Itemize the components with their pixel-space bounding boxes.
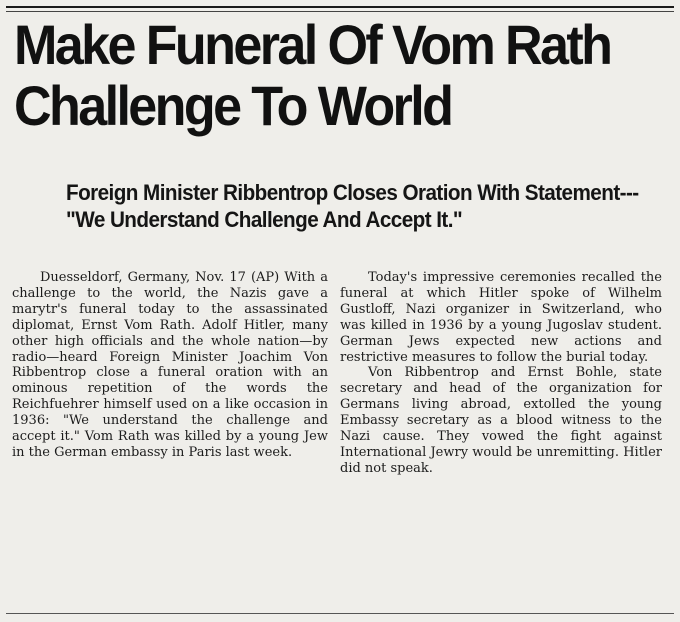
- paragraph-ribbentrop-bohle: Von Ribbentrop and Ernst Bohle, state secretary and head of the organization for Germans living abroad, extolled the young Embassy secretary as a blood witness to the Nazi cause. They vowed the fight against International Jewry would be unremitting. Hitler did not speak.: [340, 365, 662, 476]
- top-thin-rule: [6, 11, 674, 12]
- subheadline: Foreign Minister Ribbentrop Closes Oration With Statement---"We Understand Challenge And Accept It.": [66, 180, 639, 232]
- bottom-rule: [6, 613, 674, 614]
- paragraph-dateline-lead: Duesseldorf, Germany, Nov. 17 (AP) With a challenge to the world, the Nazis gave a marytr's funeral today to the assassinated diplomat, Ernst Vom Rath. Adolf Hitler, many other high officials and the whole nation—by radio—heard Foreign Minister Joachim Von Ribbentrop close a funeral oration with an ominous repetition of the words the Reichfuehrer himself used on a like occasion in 1936: "We understand the challenge and accept it." Vom Rath was killed by a young Jew in the German embassy in Paris last week.: [12, 270, 328, 460]
- top-rule: [6, 6, 674, 8]
- headline: Make Funeral Of Vom Rath Challenge To World: [14, 13, 611, 137]
- article-column-right: [340, 270, 662, 477]
- article-column-left: [12, 270, 328, 461]
- paragraph-ceremonies: Today's impressive ceremonies recalled the funeral at which Hitler spoke of Wilhelm Gustloff, Nazi organizer in Switzerland, who was killed in 1936 by a young Jugoslav student. German Jews expected new actions and restrictive measures to follow the burial today.: [340, 270, 662, 365]
